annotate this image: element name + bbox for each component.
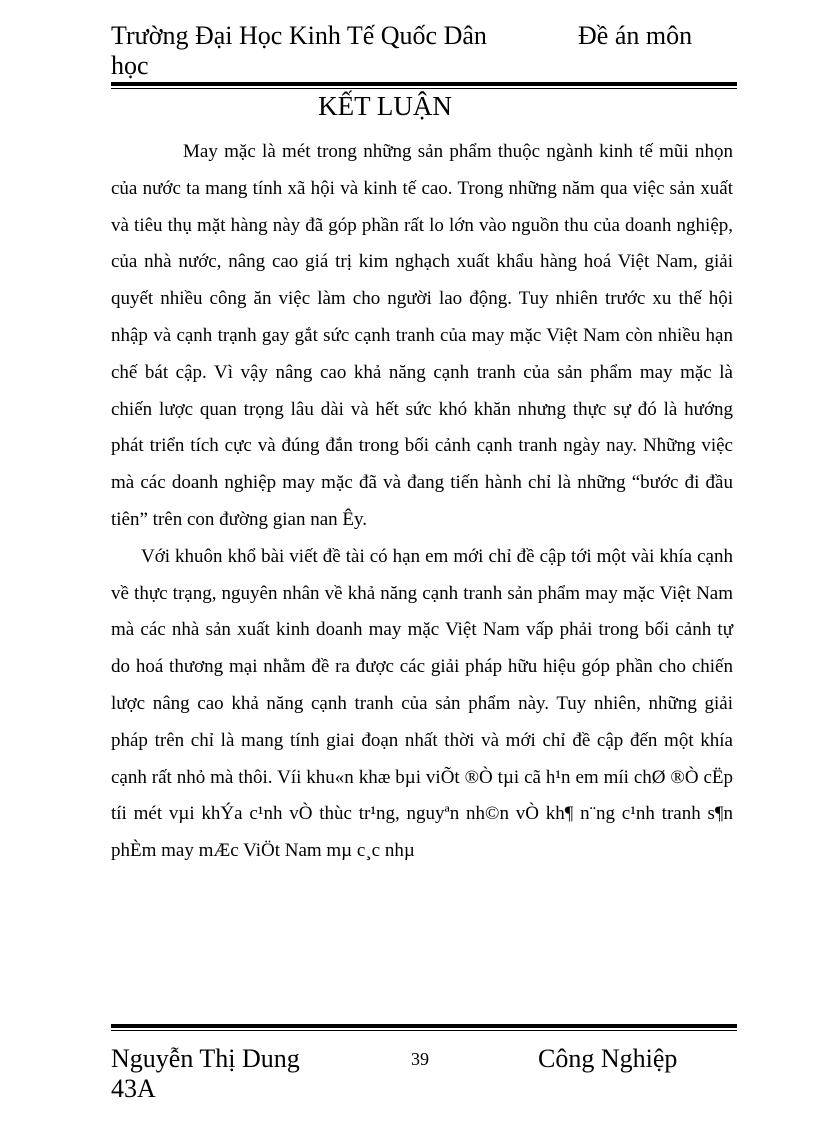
header-university-name: Trường Đại Học Kinh Tế Quốc Dân	[111, 21, 487, 50]
footer-author-name: Nguyễn Thị Dung	[111, 1044, 300, 1073]
body-text	[111, 134, 733, 870]
footer-rule-thin	[111, 1030, 737, 1031]
paragraph-1: May mặc là mét trong những sản phẩm thuộc ngành kinh tế mũi nhọn của nước ta mang tính xã hội và kinh tế cao. Trong những năm qua việc sản xuất và tiêu thụ mặt hàng này đã góp phần rất lo lớn vào nguồn thu của doanh nghiệp, của nhà nước, nâng cao giá trị kim nghạch xuất khẩu hàng hoá Việt Nam, giải quyết nhiều công ăn việc làm cho người lao động. Tuy nhiên trước xu thế hội nhập và cạnh trạnh gay gắt sức cạnh tranh của may mặc Việt Nam còn nhiều hạn chế bát cập. Vì vậy nâng cao khả năng cạnh tranh của sản phẩm may mặc là chiến lược quan trọng lâu dài và hết sức khó khăn nhưng thực sự đó là hướng phát triển tích cực và đúng đắn trong bối cảnh cạnh tranh ngày nay. Những việc mà các doanh nghiệp may mặc đã và đang tiến hành chỉ là những “bước đi đầu tiên” trên con đường gian nan Êy.	[111, 141, 733, 530]
paragraph-2: Với khuôn khổ bài viết đề tài có hạn em mới chỉ đề cập tới một vài khía cạnh về thực trạng, nguyên nhân về khả năng cạnh tranh sản phẩm may mặc Việt Nam mà các nhà sản xuất kinh doanh may mặc Việt Nam vấp phải trong bối cảnh tự do hoá thương mại nhằm đề ra được các giải pháp hữu hiệu góp phần cho chiến lược nâng cao khả năng cạnh tranh của sản phẩm này. Tuy nhiên, những giải pháp trên chỉ là mang tính giai đoạn nhất thời và mới chỉ đề cập đến một khía cạnh rất nhỏ mà thôi. Víi khu«n khæ bµi viÕt ®Ò tµi cã h¹n em míi chØ ®Ò cËp tíi mét vµi khÝa c¹nh vÒ thùc tr¹ng, nguyªn nh©n vÒ kh¶ n¨ng c¹nh tranh s¶n phÈm may mÆc ViÖt Nam mµ c¸c nhµ	[111, 545, 733, 862]
page-number: 39	[411, 1049, 429, 1069]
section-title: KẾT LUẬN	[318, 91, 452, 121]
footer-department: Công Nghiệp	[538, 1044, 678, 1073]
header-document-type: Đề án môn	[578, 21, 693, 50]
footer-rule-thick	[111, 1024, 737, 1028]
header-continuation: học	[111, 51, 149, 80]
header-rule-thick	[111, 82, 737, 86]
footer-author-class: 43A	[111, 1074, 156, 1103]
